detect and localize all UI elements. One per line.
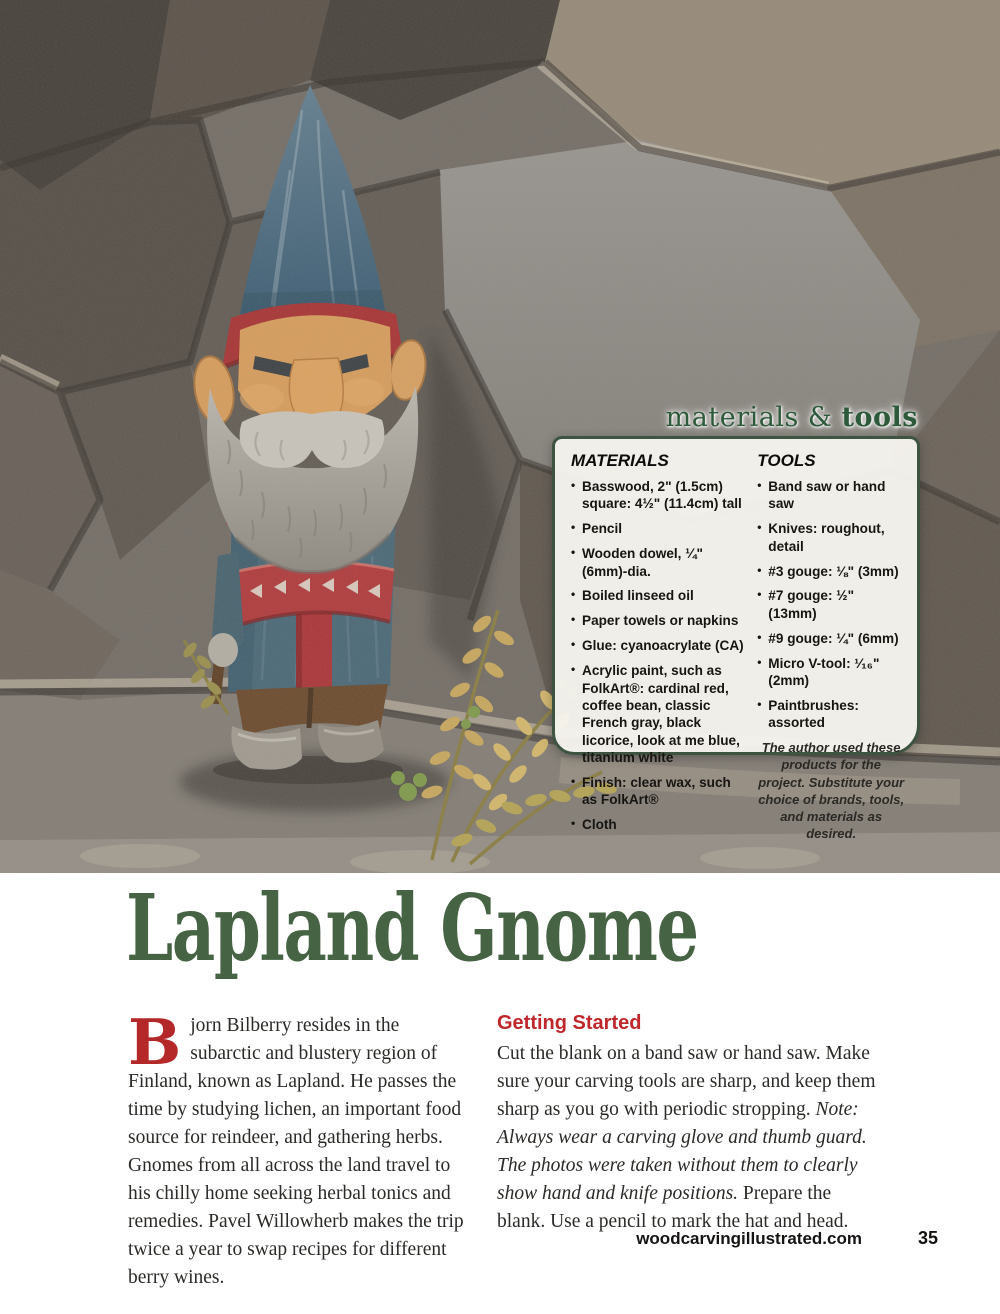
intro-text: jorn Bilberry resides in the subarctic and blustery region of Finland, known as Lapland. He passes the time by studying lichen, an important food source for reindeer, and gathering herbs. Gnomes from all across the land travel to his chilly home seeking herbal tonics and remedies. Pavel Willowherb makes the trip twice a year to swap recipes for different berry wines.	[128, 1015, 464, 1288]
list-item: • #9 gouge: ¼" (6mm)	[757, 630, 905, 647]
list-item: • #3 gouge: ⅛" (3mm)	[757, 563, 905, 580]
intro-column	[128, 1005, 474, 1292]
materials-tools-header-regular: materials &	[665, 402, 833, 433]
list-item: • Acrylic paint, such as FolkArt®: cardinal red, coffee bean, classic French gray, black licorice, look at me blue, titanium white	[571, 662, 745, 766]
getting-started-column	[497, 1010, 883, 1236]
intro-paragraph	[128, 1005, 474, 1292]
list-item: • Boiled linseed oil	[571, 587, 745, 604]
list-item: • Knives: roughout, detail	[757, 520, 905, 555]
list-item: • Micro V-tool: ¹⁄₁₆" (2mm)	[757, 655, 905, 690]
website-url: woodcarvingillustrated.com	[636, 1229, 862, 1248]
tools-list	[757, 478, 905, 739]
materials-tools-header-bold: tools	[841, 402, 918, 433]
materials-list	[571, 478, 745, 834]
gs-text-1: Cut the blank on a band saw or hand saw. Make sure your carving tools are sharp, and keep them sharp as you go with periodic stropping.	[497, 1043, 876, 1120]
getting-started-heading: Getting Started	[497, 1012, 642, 1034]
tools-title: TOOLS	[757, 451, 816, 470]
drop-cap: B	[128, 1005, 182, 1079]
list-item: • Glue: cyanoacrylate (CA)	[571, 637, 745, 654]
list-item: • Paintbrushes: assorted	[757, 697, 905, 732]
page-title: Lapland Gnome	[126, 874, 698, 982]
gs-note-italic: Note: Always wear a carving glove and thumb guard. The photos were taken without them to clearly show hand and knife positions.	[497, 1099, 867, 1204]
materials-column	[571, 451, 745, 833]
materials-tools-box	[552, 436, 920, 841]
list-item: • Wooden dowel, ¼" (6mm)-dia.	[571, 545, 745, 580]
list-item: • Basswood, 2" (1.5cm) square: 4½" (11.4cm) tall	[571, 478, 745, 513]
page-number: 35	[917, 1228, 938, 1248]
list-item: • Finish: clear wax, such as FolkArt®	[571, 774, 745, 809]
getting-started-paragraph	[497, 1040, 883, 1236]
author-note: The author used these products for the project. Substitute your choice of brands, tools, and materials as desired.	[758, 740, 905, 841]
list-item: • Paper towels or napkins	[571, 612, 745, 629]
materials-tools-header	[552, 403, 918, 433]
materials-title: MATERIALS	[571, 451, 669, 470]
page-footer	[636, 1228, 938, 1249]
gs-text-2: Prepare the blank. Use a pencil to mark the hat and head.	[497, 1183, 849, 1232]
list-item: • Pencil	[571, 520, 745, 537]
list-item: • Cloth	[571, 816, 745, 833]
list-item: • Band saw or hand saw	[757, 478, 905, 513]
tools-column	[757, 451, 905, 841]
list-item: • #7 gouge: ½" (13mm)	[757, 587, 905, 622]
